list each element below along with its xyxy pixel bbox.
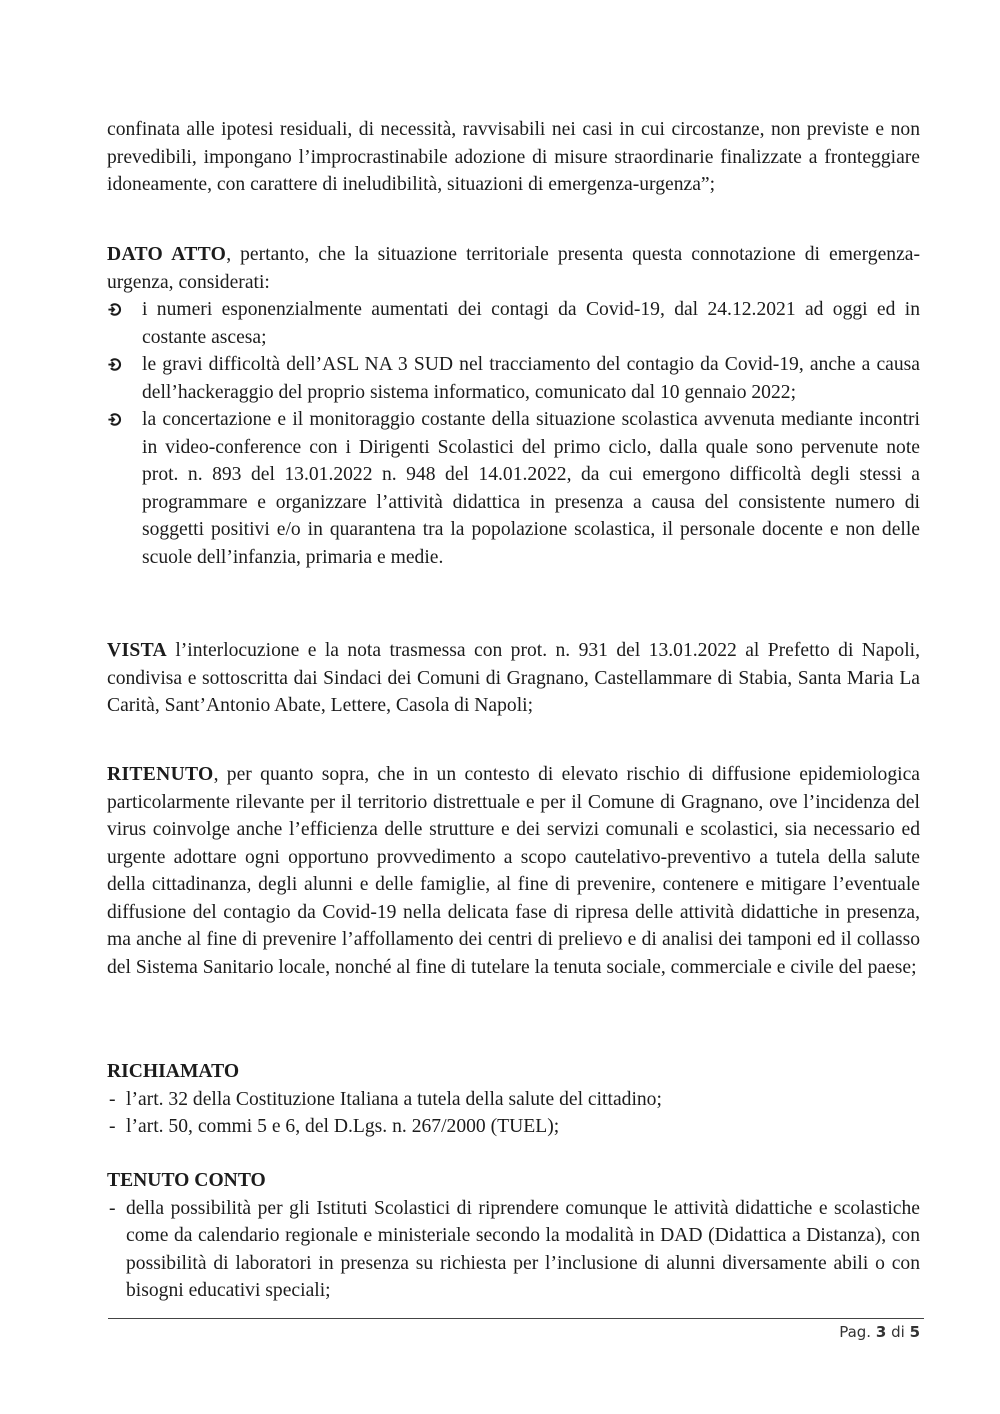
section-ritenuto: RITENUTO, per quanto sopra, che in un contesto di elevato rischio di diffusione epidemiologica particolarmente rilevante per il territorio distrettuale e per il Comune di Gragnano, ove l’incidenza del virus coinvolge anche l’efficienza delle strutture e dei servizi comunali e scolastici, sia necessario ed urgente adottare ogni opportuno provvedimento a scopo cautelativo-preventivo a tutela della salute della cittadinanza, degli alunni e delle famiglie, al fine di prevenire, contenere e mitigare l’eventuale diffusione del contagio da Covid-19 nella delicata fase di ripresa delle attività didattiche in presenza, ma anche al fine di prevenire l’affollamento dei centri di prelievo e di analisi dei tamponi ed il collasso del Sistema Sanitario locale, nonché al fine di tutelare la tenuta sociale, commerciale e civile del paese; — [107, 764, 920, 978]
list-item: - della possibilità per gli Istituti Scolastici di riprendere comunque le attività didattiche e scolastiche come da calendario regionale e ministeriale secondo la modalità in DAD (Didattica a Distanza), con possibilità di laboratori in presenza su richiesta per l’inclusione di alunni diversamente abili o con bisogni educativi speciali; — [109, 1197, 920, 1301]
circled-arrow-icon — [107, 412, 122, 427]
section-dato-atto: DATO ATTO, pertanto, che la situazione territoriale presenta questa connotazione di emergenza-urgenza, considerati: i numeri esponenzialmente aumentati dei contagi da Covid-19, dal 24.12.2021 ad oggi ed in costante ascesa; le gravi difficoltà dell’ASL NA 3 SUD nel tracciamento del contagio da Covid-19, anche a causa dell’hackeraggio del proprio sistema informatico, comunicato dal 10 gennaio 2022; la concertazione e il monitoraggio costante della situazione scolastica avvenuta mediante incontri in video-conference con i Dirigenti Scolastici del primo ciclo, dalla quale sono pervenute note prot. n. 893 del 13.01.2022 n. 948 del 14.01.2022, da cui emergono difficoltà degli stessi a programmare e organizzare l’attività didattica in presenza a causa del consistente numero di soggetti positivi e/o in quarantena tra la popolazione scolastica, il personale docente e non delle scuole dell’infanzia, primaria e medie. — [107, 241, 920, 571]
list-item: la concertazione e il monitoraggio costante della situazione scolastica avvenuta mediante incontri in video-conference con i Dirigenti Scolastici del primo ciclo, dalla quale sono pervenute note prot. n. 893 del 13.01.2022 n. 948 del 14.01.2022, da cui emergono difficoltà degli stessi a programmare e organizzare l’attività didattica in presenza a causa del consistente numero di soggetti positivi e/o in quarantena tra la popolazione scolastica, il personale docente e non delle scuole dell’infanzia, primaria e medie. — [107, 406, 920, 571]
dato-atto-list — [107, 296, 920, 571]
section-tenuto-conto — [107, 1167, 920, 1305]
list-item: - l’art. 32 della Costituzione Italiana a tutela della salute del cittadino; — [109, 1088, 662, 1110]
lead-dato-atto: DATO ATTO — [107, 244, 227, 265]
section-vista: VISTA l’interlocuzione e la nota trasmessa con prot. n. 931 del 13.01.2022 al Prefetto di Napoli, condivisa e sottoscritta dai Sindaci dei Comuni di Gragnano, Castellammare di Stabia, Santa Maria La Carità, Sant’Antonio Abate, Lettere, Casola di Napoli; — [107, 640, 920, 716]
total-pages: 5 — [909, 1323, 920, 1341]
current-page: 3 — [875, 1323, 887, 1341]
list-item: i numeri esponenzialmente aumentati dei contagi da Covid-19, dal 24.12.2021 ad oggi ed in costante ascesa; — [107, 296, 920, 351]
lead-ritenuto: RITENUTO — [107, 764, 214, 785]
richiamato-list — [107, 1086, 920, 1141]
circled-arrow-icon — [107, 357, 122, 372]
lead-vista: VISTA — [107, 640, 167, 661]
list-item: le gravi difficoltà dell’ASL NA 3 SUD nel tracciamento del contagio da Covid-19, anche a causa dell’hackeraggio del proprio sistema informatico, comunicato dal 10 gennaio 2022; — [107, 351, 920, 406]
paragraph-intro: confinata alle ipotesi residuali, di necessità, ravvisabili nei casi in cui circostanze, non previste e non prevedibili, impongano l’improcrastinabile adozione di misure straordinarie finalizzate a fronteggiare idoneamente, con carattere di ineludibilità, situazioni di emergenza-urgenza”; — [107, 119, 920, 195]
page-number: Pag. 3 di 5 — [839, 1323, 920, 1341]
section-richiamato — [107, 1058, 920, 1141]
list-item: - l’art. 50, commi 5 e 6, del D.Lgs. n. 267/2000 (TUEL); — [109, 1116, 560, 1137]
circled-arrow-icon — [107, 302, 122, 317]
heading-richiamato: RICHIAMATO — [107, 1061, 240, 1082]
tenuto-conto-list — [107, 1195, 920, 1305]
footer-rule — [108, 1318, 924, 1319]
heading-tenuto-conto: TENUTO CONTO — [107, 1170, 266, 1191]
